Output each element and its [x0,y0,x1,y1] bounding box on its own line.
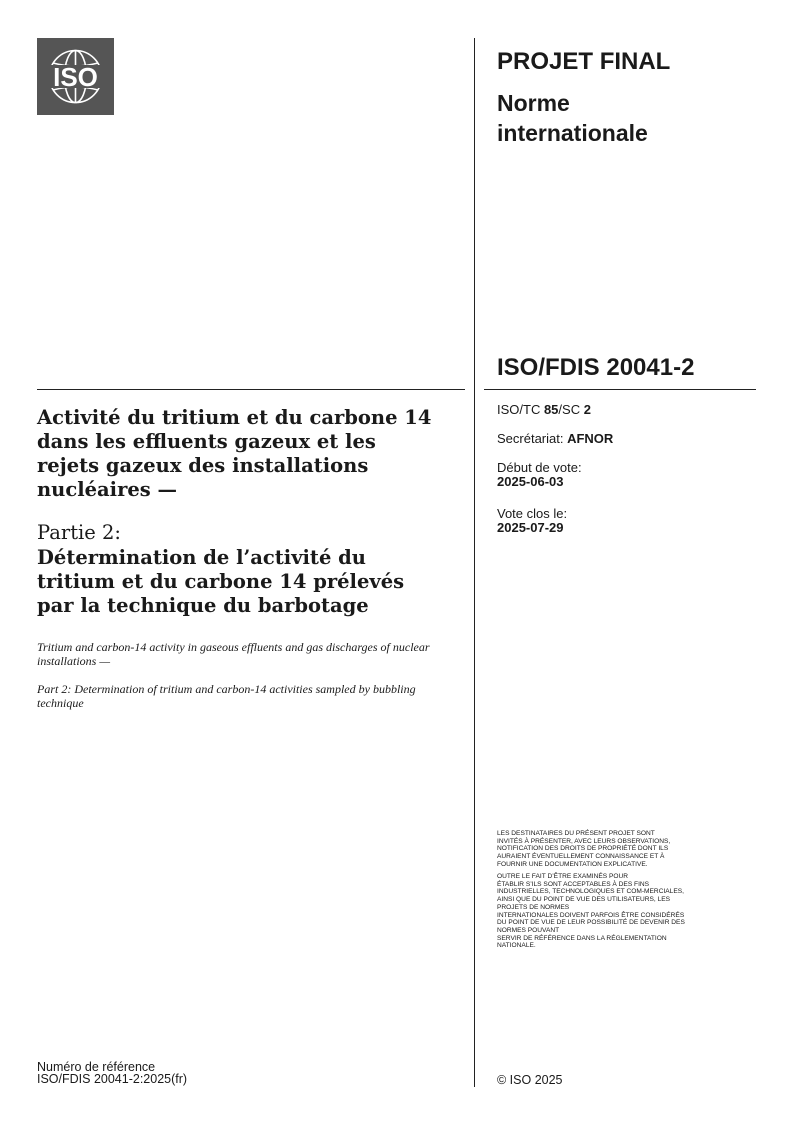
committee-tc: 85 [543,402,559,417]
vote-end-date: 2025-07-29 [497,520,564,535]
secretariat-line: Secrétariat: AFNOR [497,431,614,446]
column-divider [474,38,475,1087]
vote-end-label: Vote clos le: [497,506,568,521]
vote-start-date: 2025-06-03 [497,474,564,489]
project-status: PROJET FINAL [497,48,671,75]
part-label: Partie 2: [37,521,121,544]
standard-number: ISO/FDIS 20041-2 [497,354,695,381]
reference-label: Numéro de référence [37,1060,156,1074]
committee-line: ISO/TC 85/SC 2 [497,402,591,417]
notice-paragraph-2: OUTRE LE FAIT D’ÊTRE EXAMINÉS POUR ÉTABLIR S’ILS SONT ACCEPTABLES À DES FINS INDUSTRIELLES, TECHNOLOGIQUES ET COM-MERCIALES, AINSI QUE DU POINT DE VUE DES UTILISATEURS, LES PROJETS DE NORMES INTERNATIONALES DOIVENT PARFOIS ÊTRE CONSIDÉRÉS DU POINT DE VUE DE LEUR POSSIBILITÉ DE DEVENIR DES NORMES POUVANT SERVIR DE RÉFÉRENCE DANS LA RÉGLEMENTATION NATIONALE. [497,873,685,950]
copyright: © ISO 2025 [497,1073,563,1087]
globe-icon [37,38,114,115]
iso-logo-text: ISO [53,62,98,92]
english-part-title: Part 2: Determination of tritium and carbon-14 activities sampled by bubbling technique [37,682,416,710]
document-type: Norme internationale [497,90,648,146]
part-title: Détermination de l’activité du tritium et du carbone 14 prélevés par la technique du barbotage [37,546,405,617]
title-rule [37,389,465,390]
iso-logo [37,38,114,115]
secretariat-value: AFNOR [567,431,614,446]
document-title: Activité du tritium et du carbone 14 dans les effluents gazeux et les rejets gazeux des installations nucléaires — [37,406,432,501]
english-title: Tritium and carbon-14 activity in gaseous effluents and gas discharges of nuclear installations — [37,640,430,668]
reference-number: ISO/FDIS 20041-2:2025(fr) [37,1072,188,1086]
notice-paragraph-1: LES DESTINATAIRES DU PRÉSENT PROJET SONT INVITÉS À PRÉSENTER, AVEC LEURS OBSERVATIONS, NOTIFICATION DES DROITS DE PROPRIÉTÉ DONT ILS AURAIENT ÉVENTUELLEMENT CONNAISSANCE ET À FOURNIR UNE DOCUMENTATION EXPLICATIVE. [497,830,671,868]
committee-sc: 2 [583,402,591,417]
vote-start-label: Début de vote: [497,460,582,475]
number-rule [484,389,756,390]
